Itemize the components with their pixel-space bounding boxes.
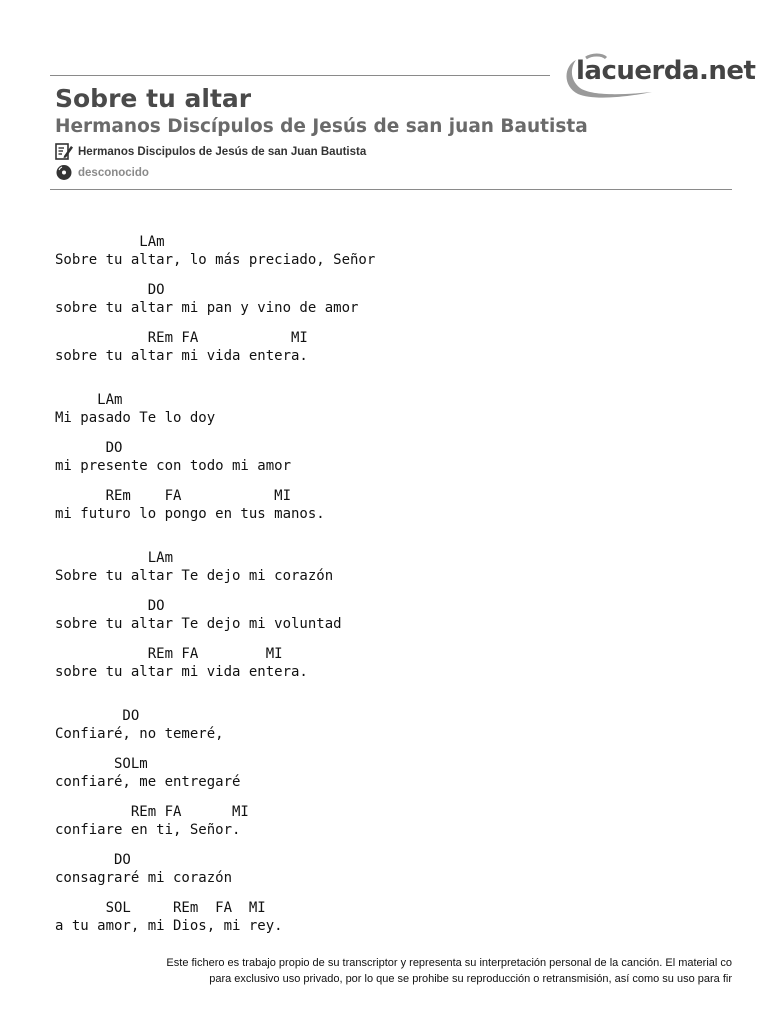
disclaimer-footer (0, 955, 732, 987)
chord-line: REm FA MI (55, 330, 308, 346)
edit-document-icon (55, 143, 74, 160)
chord-line: LAm (55, 392, 123, 408)
transcriber-row (55, 143, 366, 160)
chord-line: DO (55, 598, 165, 614)
header-top-rule (50, 75, 550, 76)
logo-text: lacuerda.net (576, 56, 756, 86)
lyric-line: confiare en ti, Señor. (55, 822, 241, 838)
chord-line: REm FA MI (55, 646, 283, 662)
lyric-line: sobre tu altar mi vida entera. (55, 348, 308, 364)
lyric-line: Sobre tu altar Te dejo mi corazón (55, 568, 334, 584)
stanza (55, 233, 375, 365)
header-bottom-rule (50, 189, 732, 190)
lyric-line: sobre tu altar mi pan y vino de amor (55, 300, 359, 316)
chord-line: DO (55, 708, 140, 724)
source-row (55, 164, 149, 181)
chord-line: DO (55, 282, 165, 298)
lyric-line: sobre tu altar Te dejo mi voluntad (55, 616, 342, 632)
lyric-line: mi presente con todo mi amor (55, 458, 292, 474)
lyric-line: Confiaré, no temeré, (55, 726, 224, 742)
source-label: desconocido (78, 166, 149, 179)
disclaimer-line: para exclusivo uso privado, por lo que se prohibe su reproducción o retransmisión, así como su uso para fir (209, 973, 732, 985)
song-artist[interactable]: Hermanos Discípulos de Jesús de san juan Bautista (55, 116, 588, 137)
chord-line: SOLm (55, 756, 148, 772)
chord-line: REm FA MI (55, 804, 249, 820)
lyric-line: mi futuro lo pongo en tus manos. (55, 506, 325, 522)
lyric-line: sobre tu altar mi vida entera. (55, 664, 308, 680)
stanza (55, 549, 375, 681)
site-logo[interactable] (562, 52, 768, 102)
chord-line: DO (55, 852, 131, 868)
disc-icon (55, 164, 74, 181)
chord-line: LAm (55, 234, 165, 250)
stanza (55, 707, 375, 935)
chord-line: SOL REm FA MI (55, 900, 266, 916)
chord-sheet (55, 233, 375, 935)
chord-line: LAm (55, 550, 174, 566)
lyric-line: Sobre tu altar, lo más preciado, Señor (55, 252, 376, 268)
song-title: Sobre tu altar (55, 84, 252, 113)
lyric-line: confiaré, me entregaré (55, 774, 241, 790)
chord-line: DO (55, 440, 123, 456)
lyric-line: consagraré mi corazón (55, 870, 233, 886)
disclaimer-line: Este fichero es trabajo propio de su transcriptor y representa su interpretación personal de la canción. El material co (166, 957, 732, 969)
stanza (55, 391, 375, 523)
chord-line: REm FA MI (55, 488, 292, 504)
lyric-line: a tu amor, mi Dios, mi rey. (55, 918, 283, 934)
transcriber-name[interactable]: Hermanos Discipulos de Jesús de san Juan Bautista (78, 145, 367, 158)
lyric-line: Mi pasado Te lo doy (55, 410, 216, 426)
